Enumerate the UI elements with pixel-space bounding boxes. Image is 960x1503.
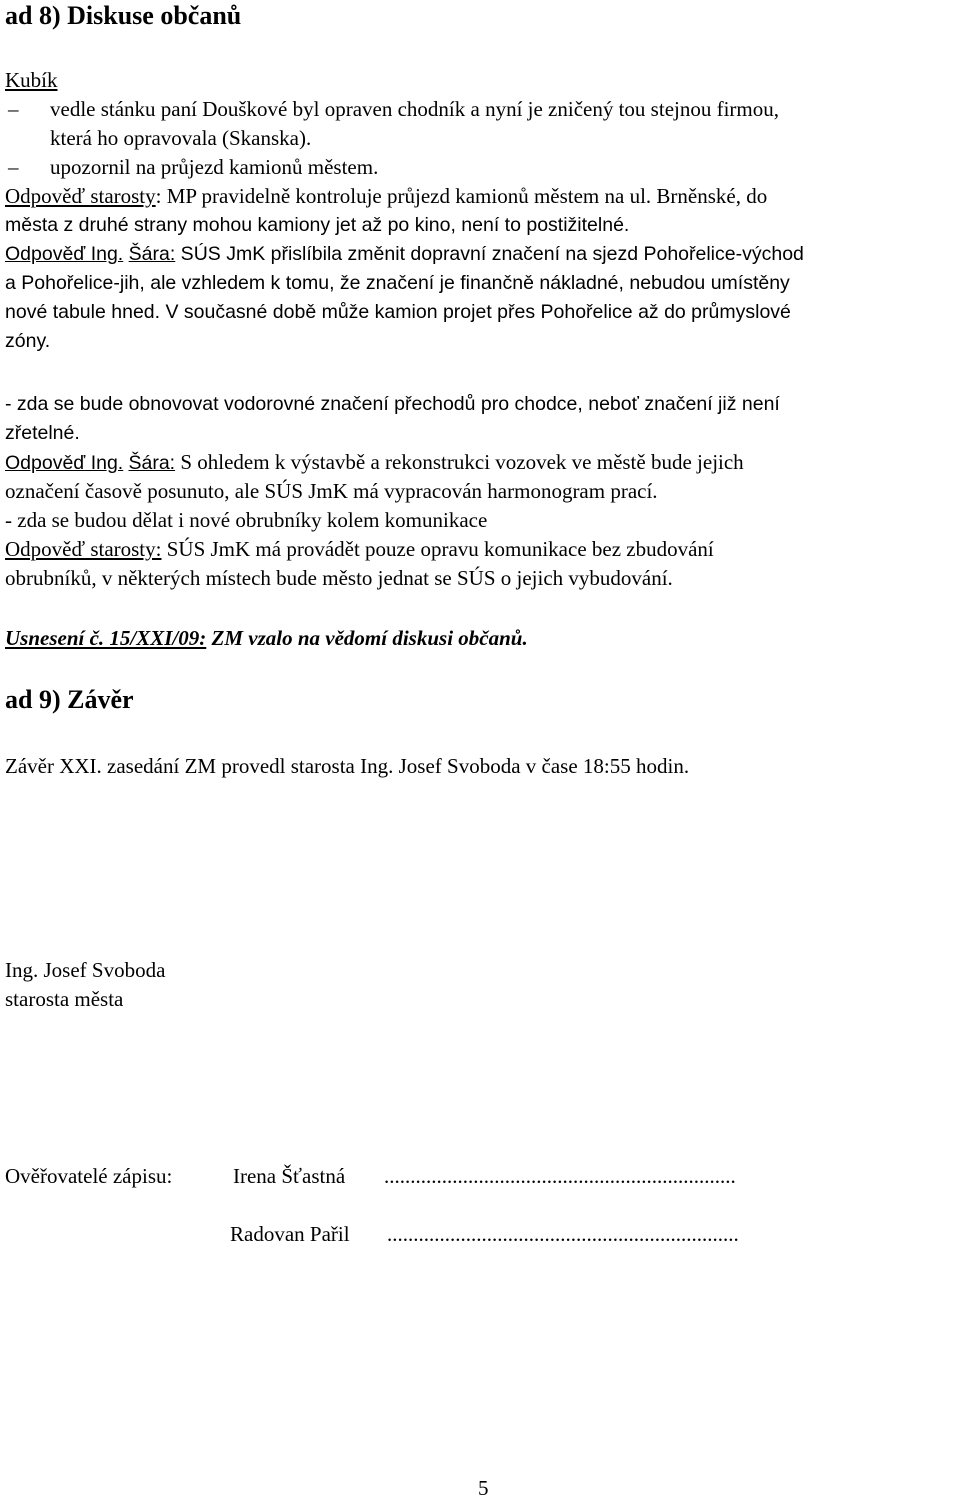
answer-4-line-2: obrubníků, v některých místech bude město jednat se SÚS o jejich vybudování.	[5, 566, 673, 590]
answer-4-line-1	[5, 535, 714, 564]
speaker-name: Kubík	[5, 68, 58, 92]
answer-4-text: SÚS JmK má provádět pouze opravu komunikace bez zbudování	[161, 537, 714, 561]
answer-2-label: Odpověď Ing.	[5, 243, 124, 265]
signer-name: Ing. Josef Svoboda	[5, 958, 166, 982]
answer-4-label: Odpověď starosty:	[5, 537, 162, 561]
answer-2-text: SÚS JmK přislíbila změnit dopravní značení na sjezd Pohořelice-východ	[175, 243, 804, 265]
verifier-1: Irena Šťastná	[233, 1164, 346, 1188]
answer-3-line-2: označení časově posunuto, ale SÚS JmK má vypracován harmonogram prací.	[5, 479, 658, 503]
signer-title: starosta města	[5, 987, 124, 1011]
question-3-line-1: - zda se bude obnovovat vodorovné značení přechodů pro chodce, neboť značení již není	[5, 393, 780, 415]
bullet-2-text: upozornil na průjezd kamionů městem.	[50, 155, 379, 179]
closing-statement: Závěr XXI. zasedání ZM provedl starosta Ing. Josef Svoboda v čase 18:55 hodin.	[5, 754, 690, 778]
answer-1-text: : MP pravidelně kontroluje průjezd kamionů městem na ul. Brněnské, do	[155, 184, 768, 208]
answer-1-line-2: města z druhé strany mohou kamiony jet až po kino, není to postižitelné.	[5, 214, 630, 236]
resolution-text: ZM vzalo na vědomí diskusi občanů.	[206, 626, 528, 650]
page-number: 5	[478, 1476, 489, 1500]
verifier-1-dots: ...................................................................	[384, 1164, 736, 1188]
answer-3-text: S ohledem k výstavbě a rekonstrukci vozovek ve městě bude jejich	[175, 450, 744, 474]
bullet-1-line-1: vedle stánku paní Douškové byl opraven chodník a nyní je zničený tou stejnou firmou,	[50, 97, 780, 121]
answer-3-line-1	[5, 448, 744, 478]
heading-ad-9: ad 9) Závěr	[5, 685, 134, 714]
verifiers-label: Ověřovatelé zápisu:	[5, 1164, 173, 1188]
answer-1-label: Odpověď starosty	[5, 184, 156, 208]
resolution	[5, 624, 528, 653]
verifier-2-dots: ...................................................................	[387, 1222, 739, 1246]
verifier-2: Radovan Pařil	[230, 1222, 350, 1246]
heading-ad-8: ad 8) Diskuse občanů	[5, 1, 242, 30]
bullet-1-line-2: která ho opravovala (Skanska).	[50, 126, 312, 150]
dash-icon: –	[8, 97, 19, 121]
answer-2-line-2: a Pohořelice-jih, ale vzhledem k tomu, že značení je finančně nákladné, nebudou umístěny	[5, 272, 790, 294]
answer-1-line-1	[5, 182, 767, 211]
answer-3-label: Odpověď Ing.	[5, 452, 124, 474]
answer-2-line-4: zóny.	[5, 330, 51, 352]
question-3-line-2: zřetelné.	[5, 422, 80, 444]
answer-3-label-name: Šára:	[128, 452, 176, 474]
answer-2-line-1	[5, 240, 804, 269]
resolution-label: Usnesení č. 15/XXI/09:	[5, 626, 207, 650]
question-4: - zda se budou dělat i nové obrubníky kolem komunikace	[5, 508, 488, 532]
dash-icon: –	[8, 155, 19, 179]
answer-2-label-name: Šára:	[128, 243, 176, 265]
answer-2-line-3: nové tabule hned. V současné době může kamion projet přes Pohořelice až do průmyslové	[5, 301, 791, 323]
